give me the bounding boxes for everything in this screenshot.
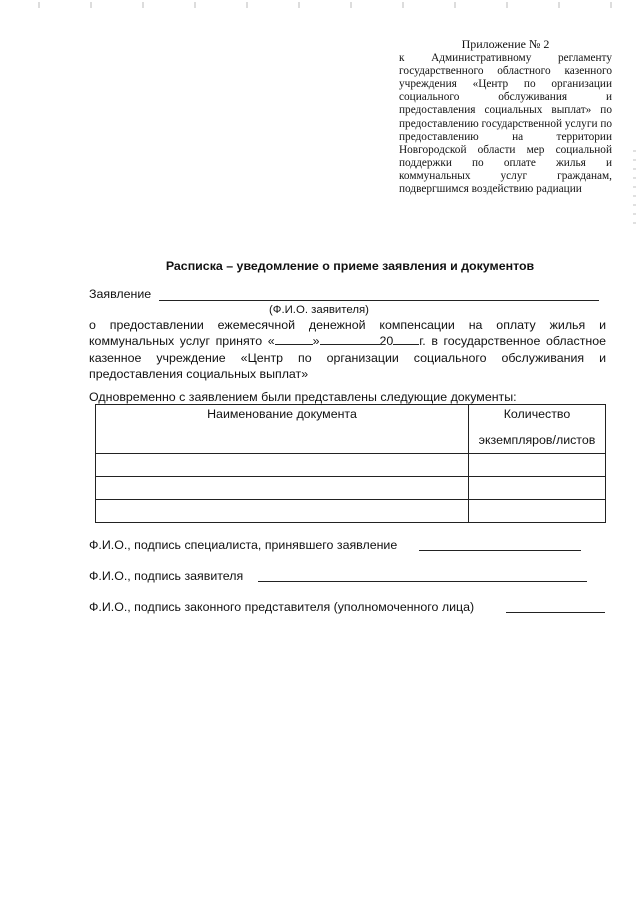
table-row — [96, 500, 606, 523]
representative-signature-field[interactable] — [506, 612, 605, 613]
statement-body — [89, 317, 606, 382]
col-header-name: Наименование документа — [96, 405, 469, 454]
applicant-signature-label: Ф.И.О., подпись заявителя — [89, 569, 244, 583]
documents-table — [95, 404, 606, 523]
date-month-field[interactable] — [320, 333, 380, 345]
date-year-field[interactable] — [393, 333, 419, 345]
document-qty-cell[interactable] — [469, 500, 606, 523]
statement-label: Заявление — [89, 287, 152, 301]
annex-text: к Административному регламенту государственного областного казенного учреждения «Центр по организации социального обслуживания и предоставления социальных выплат» по предоставлению государственной услуги по предоставлению на территории Новгородской области мер социальной поддержки по оплате жилья и коммунальных услуг гражданам, подвергшимся воздействию радиации — [399, 52, 613, 196]
date-day-field[interactable] — [275, 333, 313, 345]
table-row — [96, 477, 606, 500]
year-prefix: 20 — [379, 334, 394, 349]
annex-title: Приложение № 2 — [461, 37, 550, 51]
specialist-signature-field[interactable] — [419, 550, 581, 551]
document-name-cell[interactable] — [96, 454, 469, 477]
col-header-quantity-line1: Количество — [503, 407, 571, 421]
scan-artifact-top — [0, 2, 640, 8]
col-header-quantity-line2: экземпляров/листов — [478, 433, 596, 447]
representative-signature-label: Ф.И.О., подпись законного представителя (уполномоченного лица) — [89, 600, 475, 614]
date-quote-close: » — [312, 334, 320, 349]
document-name-cell[interactable] — [96, 500, 469, 523]
document-name-cell[interactable] — [96, 477, 469, 500]
specialist-signature-label: Ф.И.О., подпись специалиста, принявшего заявление — [89, 538, 398, 552]
col-header-quantity — [469, 405, 606, 454]
table-header-row — [96, 405, 606, 454]
applicant-name-field[interactable] — [159, 300, 599, 301]
statement-text-start: о предоставлении ежемесячной денежной компенсации на оплату жилья и коммунальных услуг принято « — [89, 318, 606, 349]
table-row — [96, 454, 606, 477]
documents-intro: Одновременно с заявлением были представлены следующие документы: — [89, 390, 517, 404]
fio-hint: (Ф.И.О. заявителя) — [269, 304, 369, 316]
statement-text-end: г. в государственное областное казенное учреждение «Центр по организации социального обслуживания и предоставления социальных выплат» — [89, 334, 606, 381]
document-heading: Расписка – уведомление о приеме заявления и документов — [165, 259, 535, 273]
applicant-signature-field[interactable] — [258, 581, 587, 582]
document-qty-cell[interactable] — [469, 454, 606, 477]
document-qty-cell[interactable] — [469, 477, 606, 500]
scan-artifact-right — [633, 150, 636, 230]
annex-block — [399, 38, 612, 196]
